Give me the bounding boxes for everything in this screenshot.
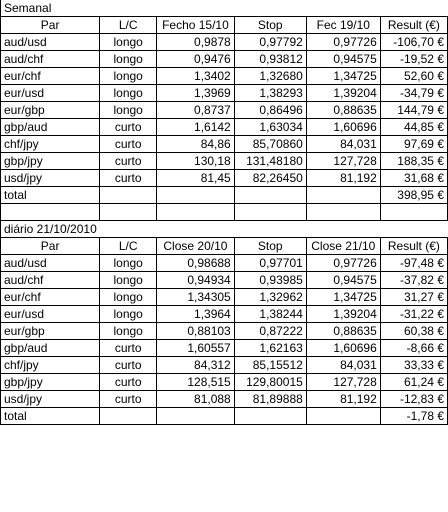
table-cell[interactable]: curto [100, 391, 157, 408]
empty-cell[interactable] [234, 0, 306, 17]
table-cell[interactable]: 0,94575 [306, 272, 380, 289]
table-row [1, 119, 448, 136]
table-cell[interactable]: usd/jpy [1, 391, 100, 408]
total-label-cell[interactable]: total [1, 187, 100, 204]
table-row [1, 85, 448, 102]
table-cell[interactable]: eur/usd [1, 85, 100, 102]
table-cell[interactable]: longo [100, 51, 157, 68]
table-cell[interactable]: 0,9878 [157, 34, 235, 51]
empty-cell[interactable] [157, 408, 235, 425]
table-cell[interactable]: curto [100, 357, 157, 374]
table-cell[interactable]: 0,88635 [306, 323, 380, 340]
table-cell[interactable]: 81,192 [306, 170, 380, 187]
table-cell[interactable]: 85,15512 [234, 357, 306, 374]
table-cell[interactable]: 1,32680 [234, 68, 306, 85]
table-cell[interactable]: gbp/aud [1, 340, 100, 357]
table-cell[interactable]: 81,192 [306, 391, 380, 408]
table-cell[interactable]: eur/chf [1, 289, 100, 306]
empty-cell[interactable] [100, 408, 157, 425]
table-cell[interactable]: 0,98688 [157, 255, 235, 272]
table-cell[interactable]: 1,3964 [157, 306, 235, 323]
section-title-cell[interactable]: Semanal [1, 0, 100, 17]
table-cell[interactable]: longo [100, 306, 157, 323]
table-cell[interactable]: 0,86496 [234, 102, 306, 119]
weekly-header-row [1, 17, 448, 34]
table-cell[interactable]: gbp/jpy [1, 374, 100, 391]
table-cell[interactable]: -34,79 € [380, 85, 447, 102]
empty-cell[interactable] [157, 0, 235, 17]
table-cell[interactable]: 144,79 € [380, 102, 447, 119]
table-cell[interactable]: 85,70860 [234, 136, 306, 153]
table-cell[interactable]: 0,93985 [234, 272, 306, 289]
column-header-cell[interactable]: Par [1, 238, 100, 255]
table-cell[interactable]: 1,34725 [306, 289, 380, 306]
table-cell[interactable]: 0,97726 [306, 255, 380, 272]
table-cell[interactable]: 1,60696 [306, 119, 380, 136]
table-cell[interactable]: longo [100, 102, 157, 119]
column-header-cell[interactable]: Par [1, 17, 100, 34]
column-header-cell[interactable]: Stop [234, 17, 306, 34]
table-cell[interactable]: -31,22 € [380, 306, 447, 323]
table-row [1, 391, 448, 408]
table-cell[interactable]: 84,031 [306, 136, 380, 153]
table-cell[interactable]: curto [100, 153, 157, 170]
table-cell[interactable]: longo [100, 85, 157, 102]
table-cell[interactable]: curto [100, 340, 157, 357]
table-cell[interactable]: longo [100, 323, 157, 340]
column-header-cell[interactable]: Close 20/10 [157, 238, 235, 255]
daily-header-row [1, 238, 448, 255]
empty-cell[interactable] [1, 204, 100, 221]
table-cell[interactable]: 44,85 € [380, 119, 447, 136]
empty-cell[interactable] [380, 0, 447, 17]
table-cell[interactable]: 1,3969 [157, 85, 235, 102]
section-title-cell[interactable]: diário 21/10/2010 [1, 221, 100, 238]
spreadsheet-body [1, 0, 448, 425]
table-cell[interactable]: chf/jpy [1, 357, 100, 374]
empty-cell[interactable] [306, 204, 380, 221]
empty-cell[interactable] [100, 0, 157, 17]
empty-cell[interactable] [234, 204, 306, 221]
table-cell[interactable]: aud/chf [1, 272, 100, 289]
table-cell[interactable]: 1,38244 [234, 306, 306, 323]
table-cell[interactable]: -19,52 € [380, 51, 447, 68]
table-cell[interactable]: 31,68 € [380, 170, 447, 187]
column-header-cell[interactable]: Result (€) [380, 238, 447, 255]
table-cell[interactable]: eur/usd [1, 306, 100, 323]
column-header-cell[interactable]: Close 21/10 [306, 238, 380, 255]
table-cell[interactable]: 33,33 € [380, 357, 447, 374]
table-cell[interactable]: -12,83 € [380, 391, 447, 408]
table-cell[interactable]: 128,515 [157, 374, 235, 391]
empty-cell[interactable] [157, 204, 235, 221]
empty-cell[interactable] [380, 204, 447, 221]
table-row [1, 102, 448, 119]
table-cell[interactable]: aud/chf [1, 51, 100, 68]
table-row [1, 170, 448, 187]
table-row [1, 374, 448, 391]
table-cell[interactable]: 81,45 [157, 170, 235, 187]
table-cell[interactable]: 127,728 [306, 374, 380, 391]
table-cell[interactable]: 1,60696 [306, 340, 380, 357]
table-row [1, 306, 448, 323]
table-row [1, 289, 448, 306]
empty-cell[interactable] [234, 221, 306, 238]
empty-cell[interactable] [157, 221, 235, 238]
table-cell[interactable]: 84,031 [306, 357, 380, 374]
table-cell[interactable]: -97,48 € [380, 255, 447, 272]
total-value-cell[interactable]: -1,78 € [380, 408, 447, 425]
table-cell[interactable]: longo [100, 272, 157, 289]
table-cell[interactable]: chf/jpy [1, 136, 100, 153]
table-cell[interactable]: 0,9476 [157, 51, 235, 68]
empty-cell[interactable] [100, 187, 157, 204]
weekly-title-row [1, 0, 448, 17]
table-cell[interactable]: 0,8737 [157, 102, 235, 119]
table-cell[interactable]: eur/chf [1, 68, 100, 85]
table-cell[interactable]: -37,82 € [380, 272, 447, 289]
column-header-cell[interactable]: Fec 19/10 [306, 17, 380, 34]
table-cell[interactable]: curto [100, 170, 157, 187]
table-row [1, 357, 448, 374]
table-cell[interactable]: 0,97726 [306, 34, 380, 51]
empty-cell[interactable] [157, 187, 235, 204]
table-cell[interactable]: 60,38 € [380, 323, 447, 340]
table-cell[interactable]: 1,6142 [157, 119, 235, 136]
empty-cell[interactable] [234, 408, 306, 425]
table-cell[interactable]: curto [100, 374, 157, 391]
table-cell[interactable]: 52,60 € [380, 68, 447, 85]
table-cell[interactable]: -8,66 € [380, 340, 447, 357]
separator-row [1, 204, 448, 221]
column-header-cell[interactable]: L/C [100, 238, 157, 255]
daily-total-row [1, 408, 448, 425]
total-label-cell[interactable]: total [1, 408, 100, 425]
table-cell[interactable]: gbp/jpy [1, 153, 100, 170]
table-cell[interactable]: 1,34725 [306, 68, 380, 85]
table-cell[interactable]: aud/usd [1, 255, 100, 272]
daily-title-row [1, 221, 448, 238]
table-cell[interactable]: eur/gbp [1, 323, 100, 340]
table-cell[interactable]: gbp/aud [1, 119, 100, 136]
table-cell[interactable]: aud/usd [1, 34, 100, 51]
table-cell[interactable]: 0,87222 [234, 323, 306, 340]
table-cell[interactable]: 188,35 € [380, 153, 447, 170]
weekly-total-row [1, 187, 448, 204]
table-cell[interactable]: 81,088 [157, 391, 235, 408]
empty-cell[interactable] [306, 0, 380, 17]
empty-cell[interactable] [234, 187, 306, 204]
table-cell[interactable]: eur/gbp [1, 102, 100, 119]
table-cell[interactable]: longo [100, 255, 157, 272]
empty-cell[interactable] [100, 204, 157, 221]
table-cell[interactable]: 0,94575 [306, 51, 380, 68]
table-row [1, 255, 448, 272]
table-cell[interactable]: 0,97792 [234, 34, 306, 51]
table-cell[interactable]: usd/jpy [1, 170, 100, 187]
empty-cell[interactable] [100, 221, 157, 238]
table-cell[interactable]: 97,69 € [380, 136, 447, 153]
table-cell[interactable]: 1,39204 [306, 306, 380, 323]
table-cell[interactable]: curto [100, 136, 157, 153]
table-cell[interactable]: 131,48180 [234, 153, 306, 170]
table-row [1, 272, 448, 289]
table-cell[interactable]: 1,32962 [234, 289, 306, 306]
empty-cell[interactable] [306, 221, 380, 238]
table-cell[interactable]: curto [100, 119, 157, 136]
table-cell[interactable]: 1,38293 [234, 85, 306, 102]
empty-cell[interactable] [380, 221, 447, 238]
table-row [1, 153, 448, 170]
table-cell[interactable]: 61,24 € [380, 374, 447, 391]
table-cell[interactable]: -106,70 € [380, 34, 447, 51]
table-cell[interactable]: 81,89888 [234, 391, 306, 408]
table-cell[interactable]: longo [100, 289, 157, 306]
column-header-cell[interactable]: L/C [100, 17, 157, 34]
table-cell[interactable]: 0,88103 [157, 323, 235, 340]
table-cell[interactable]: 127,728 [306, 153, 380, 170]
table-row [1, 51, 448, 68]
table-row [1, 323, 448, 340]
table-cell[interactable]: 1,63034 [234, 119, 306, 136]
table-cell[interactable]: 1,60557 [157, 340, 235, 357]
table-cell[interactable]: longo [100, 68, 157, 85]
total-value-cell[interactable]: 398,95 € [380, 187, 447, 204]
table-row [1, 136, 448, 153]
table-cell[interactable]: 0,93812 [234, 51, 306, 68]
table-cell[interactable]: 129,80015 [234, 374, 306, 391]
column-header-cell[interactable]: Fecho 15/10 [157, 17, 235, 34]
table-cell[interactable]: 1,62163 [234, 340, 306, 357]
column-header-cell[interactable]: Result (€) [380, 17, 447, 34]
table-row [1, 340, 448, 357]
empty-cell[interactable] [306, 187, 380, 204]
table-cell[interactable]: 1,39204 [306, 85, 380, 102]
table-cell[interactable]: 0,94934 [157, 272, 235, 289]
table-cell[interactable]: 82,26450 [234, 170, 306, 187]
empty-cell[interactable] [306, 408, 380, 425]
table-cell[interactable]: 0,97701 [234, 255, 306, 272]
table-cell[interactable]: 31,27 € [380, 289, 447, 306]
table-cell[interactable]: longo [100, 34, 157, 51]
table-cell[interactable]: 130,18 [157, 153, 235, 170]
table-row [1, 68, 448, 85]
table-cell[interactable]: 1,3402 [157, 68, 235, 85]
table-cell[interactable]: 0,88635 [306, 102, 380, 119]
table-cell[interactable]: 84,312 [157, 357, 235, 374]
column-header-cell[interactable]: Stop [234, 238, 306, 255]
table-row [1, 34, 448, 51]
table-cell[interactable]: 1,34305 [157, 289, 235, 306]
table-cell[interactable]: 84,86 [157, 136, 235, 153]
